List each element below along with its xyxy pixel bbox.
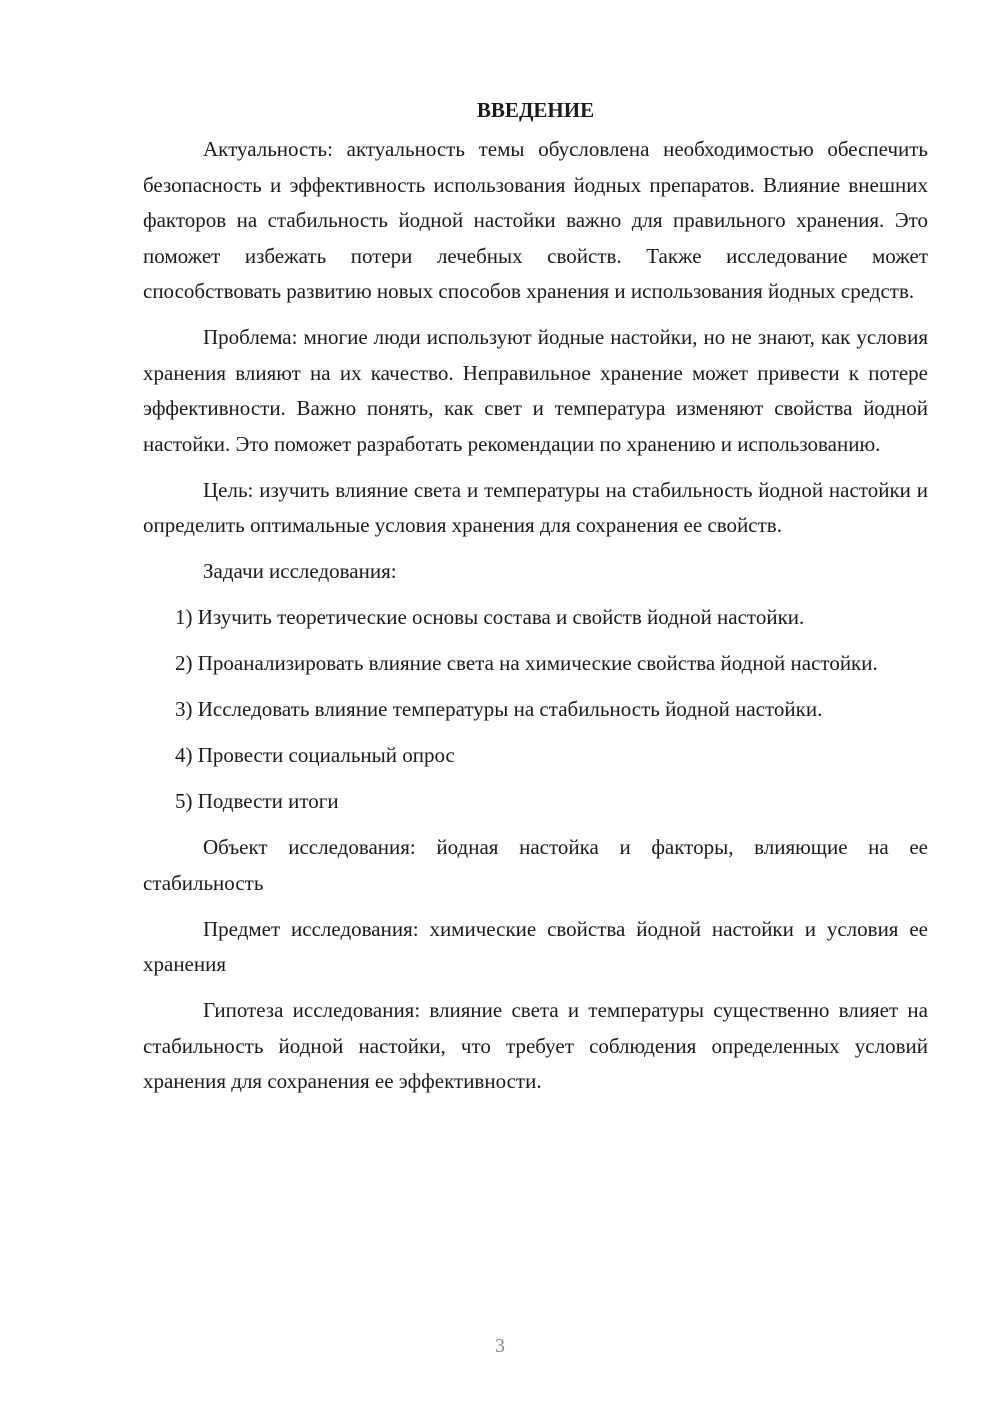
page-title: ВВЕДЕНИЕ — [476, 98, 595, 122]
paragraph-hypothesis: Гипотеза исследования: влияние света и температуры существенно влияет на стабильность йодной настойки, что требует соблюдения определенных условий хранения для сохранения ее эффективности. — [143, 998, 928, 1093]
page-number: 3 — [495, 1335, 505, 1357]
paragraph-tasks-heading: Задачи исследования: — [203, 559, 397, 583]
task-item-4: 4) Провести социальный опрос — [175, 743, 455, 767]
task-item-3: 3) Исследовать влияние температуры на стабильность йодной настойки. — [175, 697, 823, 721]
paragraph-goal: Цель: изучить влияние света и температуры на стабильность йодной настойки и определить оптимальные условия хранения для сохранения ее свойств. — [143, 477, 928, 537]
task-item-1: 1) Изучить теоретические основы состава и свойств йодной настойки. — [175, 605, 805, 629]
task-item-5: 5) Подвести итоги — [175, 789, 339, 813]
paragraph-problem: Проблема: многие люди используют йодные настойки, но не знают, как условия хранения влияют на их качество. Неправильное хранение может привести к потере эффективности. Важно понять, как свет и температура изменяют свойства йодной настойки. Это поможет разработать рекомендации по хранению и использованию. — [143, 325, 928, 456]
paragraph-object: Объект исследования: йодная настойка и факторы, влияющие на ее стабильность — [143, 835, 928, 895]
paragraph-relevance: Актуальность: актуальность темы обусловлена необходимостью обеспечить безопасность и эффективность использования йодных препаратов. Влияние внешних факторов на стабильность йодной настойки важно для правильного хранения. Это поможет избежать потери лечебных свойств. Также исследование может способствовать развитию новых способов хранения и использования йодных средств. — [143, 137, 928, 303]
task-item-2: 2) Проанализировать влияние света на химические свойства йодной настойки. — [175, 651, 878, 675]
paragraph-subject: Предмет исследования: химические свойства йодной настойки и условия ее хранения — [143, 916, 928, 976]
document-page — [143, 92, 928, 1110]
